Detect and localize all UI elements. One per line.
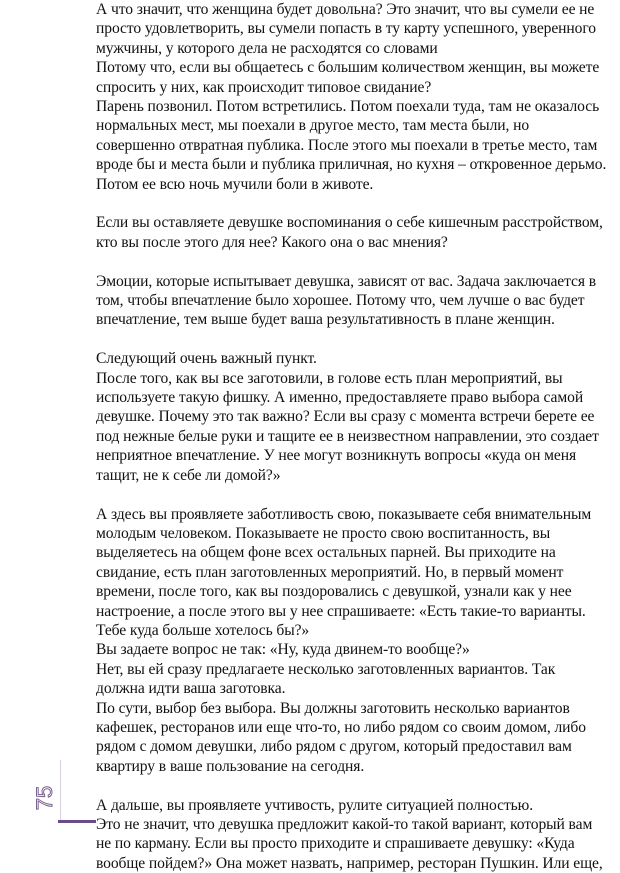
text-line: рядом с домом девушки, либо рядом с другом, который предоставил вам (96, 738, 572, 756)
text-line: Вы задаете вопрос не так: «Ну, куда двинем-то вообще?» (96, 641, 470, 659)
body-text (96, 0, 616, 873)
paragraph (96, 58, 616, 97)
text-line: том, чтобы впечатление было хорошее. Потому что, чем лучше о вас будет (96, 292, 585, 310)
paragraph-gap (96, 776, 616, 795)
paragraph (96, 660, 616, 699)
text-line: А что значит, что женщина будет довольна? Это значит, что вы сумели ее не (96, 1, 595, 18)
paragraph (96, 640, 616, 659)
text-line: выделяетесь на общем фоне всех остальных парней. Вы приходите на (96, 544, 556, 562)
text-line: Если вы оставляете девушке воспоминания о себе кишечным расстройством, (96, 214, 603, 232)
text-line: тащит, не к себе ли домой?» (96, 466, 281, 484)
paragraph (96, 505, 616, 641)
paragraph (96, 0, 616, 58)
text-line: вроде бы и места были и публика приличная, но кухня – откровенное дерьмо. (96, 156, 607, 174)
text-line: не по карману. Если вы просто приходите и спрашиваете девушку: «Куда (96, 835, 575, 853)
text-line: Тебе куда больше хотелось бы?» (96, 621, 310, 639)
text-line: нормальных мест, мы поехали в другое место, там места были, но (96, 117, 530, 135)
page-number: 75 (32, 785, 57, 811)
paragraph (96, 272, 616, 330)
text-line: Потому что, если вы общаетесь с большим количеством женщин, вы можете (96, 59, 600, 77)
text-line: используете такую фишку. А именно, предоставляете право выбора самой (96, 389, 584, 407)
text-line: под нежные белые руки и тащите ее в неизвестном направлении, это создает (96, 427, 599, 445)
text-line: впечатление, тем выше будет ваша результативность в плане женщин. (96, 311, 555, 329)
text-line: спросить у них, как происходит типовое свидание? (96, 78, 432, 96)
paragraph (96, 699, 616, 777)
paragraph-gap (96, 330, 616, 349)
paragraph (96, 213, 616, 252)
text-line: просто удовлетворить, вы сумели попасть в ту карту успешного, уверенного (96, 20, 596, 38)
text-line: настроение, а после этого вы у нее спрашиваете: «Есть такие-то варианты. (96, 602, 586, 620)
text-line: времени, после того, как вы поздоровались с девушкой, узнали как у нее (96, 583, 572, 601)
text-line: свидание, есть план заготовленных мероприятий. Но, в первый момент (96, 563, 564, 581)
text-line: кафешек, ресторанов или еще что-то, но либо рядом со своим домом, либо (96, 718, 586, 736)
text-line: должна идти ваша заготовка. (96, 680, 286, 698)
paragraph (96, 815, 616, 873)
footer-accent-bar (58, 820, 96, 823)
text-line: девушке. Почему это так важно? Если вы сразу с момента встречи берете ее (96, 408, 595, 426)
text-line: А здесь вы проявляете заботливость свою, показываете себя внимательным (96, 505, 592, 523)
text-line: кто вы после этого для нее? Какого она о вас мнения? (96, 233, 448, 251)
paragraph-gap (96, 194, 616, 213)
paragraph-gap (96, 485, 616, 504)
text-line: мужчины, у которого дела не расходятся со словами (96, 39, 438, 57)
paragraph (96, 97, 616, 194)
paragraph (96, 796, 616, 815)
text-line: А дальше, вы проявляете учтивость, рулите ситуацией полностью. (96, 796, 534, 814)
text-line: Эмоции, которые испытывает девушка, зависят от вас. Задача заключается в (96, 272, 596, 290)
text-line: Нет, вы ей сразу предлагаете несколько заготовленных вариантов. Так (96, 660, 556, 678)
text-line: Следующий очень важный пункт. (96, 350, 317, 368)
text-line: Это не значит, что девушка предложит какой-то такой вариант, который вам (96, 815, 593, 833)
paragraph (96, 369, 616, 485)
text-line: По сути, выбор без выбора. Вы должны заготовить несколько вариантов (96, 699, 570, 717)
paragraph (96, 349, 616, 368)
text-line: совершенно отвратная публика. После этого мы поехали в третье место, там (96, 136, 598, 154)
text-line: Потом ее всю ночь мучили боли в животе. (96, 175, 374, 193)
text-line: квартиру в ваше пользование на сегодня. (96, 757, 365, 775)
text-line: Парень позвонил. Потом встретились. Потом поехали туда, там не оказалось (96, 98, 600, 116)
text-line: неприятное впечатление. У нее могут возникнуть вопросы «куда он меня (96, 447, 577, 465)
paragraph-gap (96, 252, 616, 271)
text-line: молодым человеком. Показываете не просто свою воспитанность, вы (96, 524, 551, 542)
text-line: вообще пойдем?» Она может назвать, например, ресторан Пушкин. Или еще, (96, 854, 603, 872)
text-line: После того, как вы все заготовили, в голове есть план мероприятий, вы (96, 369, 563, 387)
